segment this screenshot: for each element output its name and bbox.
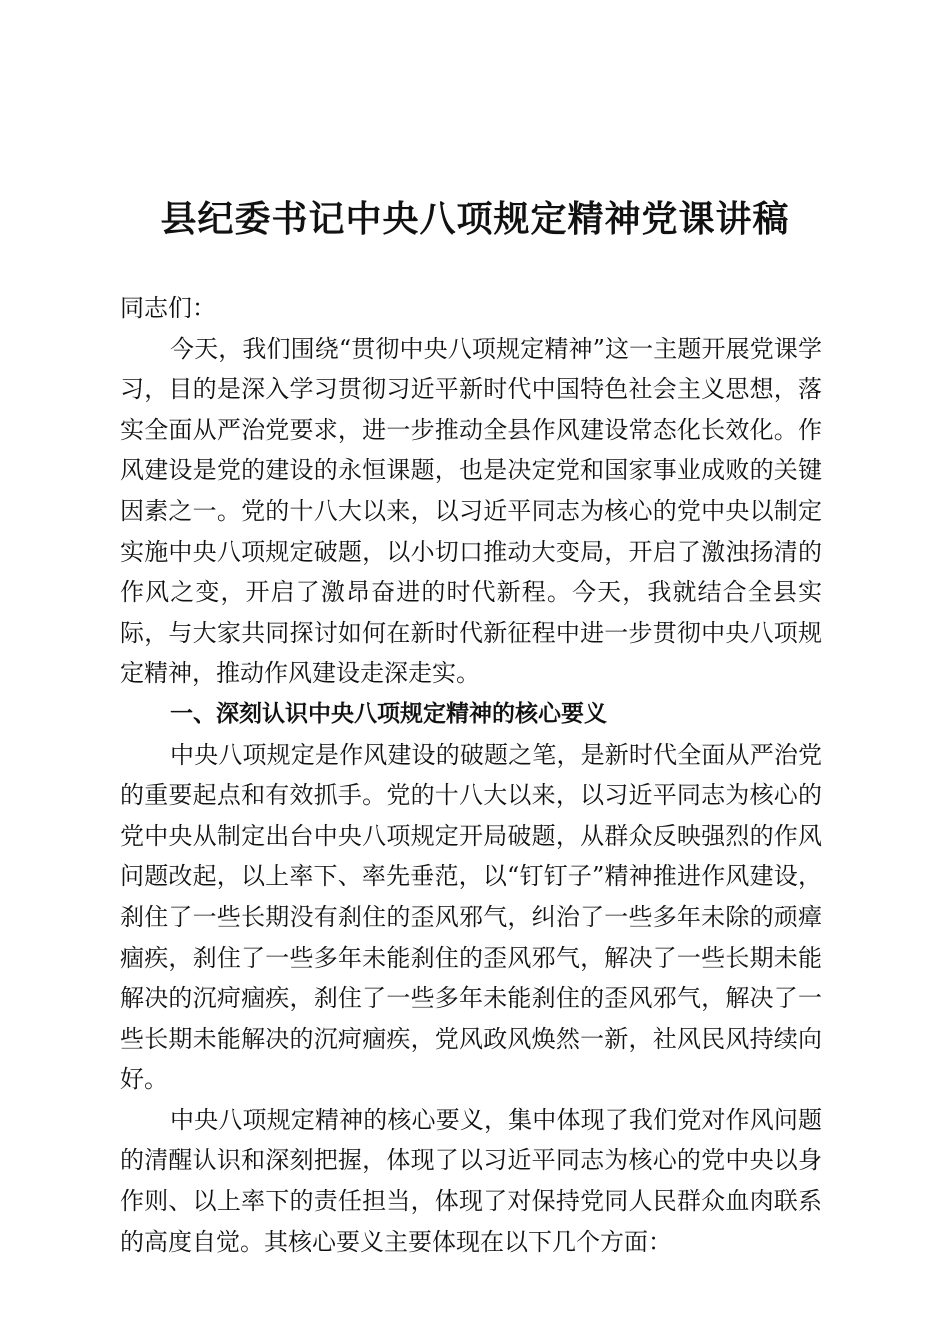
document-title: 县纪委书记中央八项规定精神党课讲稿 (160, 198, 790, 240)
intro-paragraph: 今天，我们围绕“贯彻中央八项规定精神”这一主题开展党课学习，目的是深入学习贯彻习近平新时代中国特色社会主义思想，落实全面从严治党要求，进一步推动全县作风建设常态化长效化。作风建设是党的建设的永恒课题，也是决定党和国家事业成败的关键因素之一。党的十八大以来，以习近平同志为核心的党中央以制定实施中央八项规定破题，以小切口推动大变局，开启了激浊扬清的作风之变，开启了激昂奋进的时代新程。今天，我就结合全县实际，与大家共同探讨如何在新时代新征程中进一步贯彻中央八项规定精神，推动作风建设走深走实。 (120, 334, 822, 688)
salutation: 同志们： (120, 294, 216, 322)
section-paragraph-1: 中央八项规定是作风建设的破题之笔，是新时代全面从严治党的重要起点和有效抓手。党的十八大以来，以习近平同志为核心的党中央从制定出台中央八项规定开局破题，从群众反映强烈的作风问题改起，以上率下、率先垂范，以“钉钉子”精神推进作风建设，刹住了一些长期没有刹住的歪风邪气，纠治了一些多年未除的顽瘴痼疾，刹住了一些多年未能刹住的歪风邪气，解决了一些长期未能解决的沉疴痼疾，刹住了一些多年未能刹住的歪风邪气，解决了一些长期未能解决的沉疴痼疾，党风政风焕然一新，社风民风持续向好。 (120, 740, 822, 1094)
section-heading: 一、深刻认识中央八项规定精神的核心要义 (170, 700, 607, 727)
document-body (120, 288, 822, 1262)
section-paragraph-2: 中央八项规定精神的核心要义，集中体现了我们党对作风问题的清醒认识和深刻把握，体现了以习近平同志为核心的党中央以身作则、以上率下的责任担当，体现了对保持党同人民群众血肉联系的高度自觉。其核心要义主要体现在以下几个方面： (120, 1105, 822, 1256)
